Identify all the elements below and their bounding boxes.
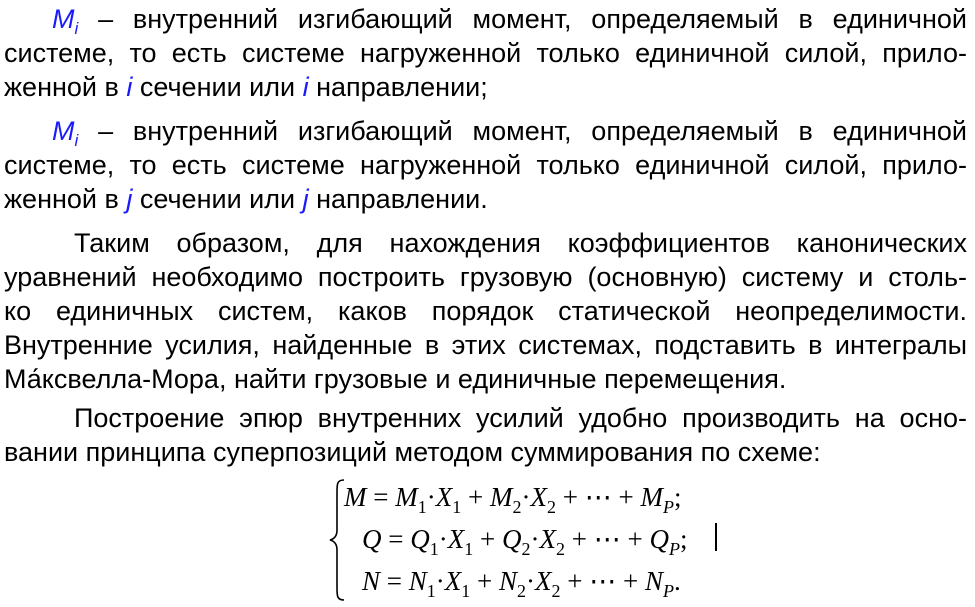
text-fragment: женной в: [4, 184, 119, 214]
text-line: вании принципа суперпозиций методом суммирования по схеме:: [4, 437, 821, 467]
text-fragment: – внутренний изгибающий момент, определяемый в единичной: [98, 116, 967, 146]
text-fragment: направлении.: [316, 184, 488, 214]
text-line: [4, 114, 967, 148]
text-cursor: [715, 523, 717, 551]
symbol-subscript: i: [74, 131, 79, 150]
equation-row-normal: $N = N_1\cdot X_1 + N_2\cdot X_2$ + ⋯ + $N_P$.: [362, 566, 681, 601]
text-line: Таким образом, для нахождения коэффициентов канонических: [74, 228, 967, 258]
equation-row-shear: $Q = Q_1\cdot X_1 + Q_2\cdot X_2$ + ⋯ + $Q_P$;: [362, 524, 688, 559]
paragraph-mi-definition: [4, 2, 967, 104]
paragraph-procedure: [4, 226, 967, 396]
variable-j: j: [302, 184, 309, 214]
symbol-subscript: i: [74, 19, 79, 38]
text-line: системе, то есть системе нагруженной только единичной силой, прило-: [4, 150, 967, 180]
text-line: ко единичных систем, каков порядок статической неопределимости.: [4, 296, 967, 326]
text-line: уравнений необходимо построить грузовую (основную) систему и столь-: [4, 262, 967, 292]
text-line: [4, 2, 967, 36]
text-fragment: сечении или: [139, 72, 296, 102]
variable-i: i: [302, 72, 309, 102]
paragraph-superposition: [4, 401, 967, 469]
text-line: [4, 70, 967, 104]
text-fragment: направлении;: [316, 72, 488, 102]
text-fragment: сечении или: [139, 184, 296, 214]
symbol-m: M: [52, 116, 75, 146]
equation-system: [328, 478, 748, 603]
variable-i: i: [126, 72, 133, 102]
text-line: системе, то есть системе нагруженной только единичной силой, прило-: [4, 38, 967, 68]
text-fragment: женной в: [4, 72, 119, 102]
equation-row-moment: $M = M_1\cdot X_1 + M_2\cdot X_2$ + ⋯ + $M_P$;: [344, 482, 682, 517]
text-line: [4, 182, 967, 216]
text-line: Внутренние усилия, найденные в этих системах, подставить в интегралы: [4, 330, 967, 360]
paragraph-mj-definition: [4, 114, 967, 216]
text-fragment: – внутренний изгибающий момент, определяемый в единичной: [98, 4, 967, 34]
symbol-m: M: [52, 4, 75, 34]
text-line: Ма́ксвелла-Мора, найти грузовые и единичные перемещения.: [4, 364, 787, 394]
variable-j: j: [126, 184, 133, 214]
text-line: Построение эпюр внутренних усилий удобно производить на осно-: [74, 403, 967, 433]
